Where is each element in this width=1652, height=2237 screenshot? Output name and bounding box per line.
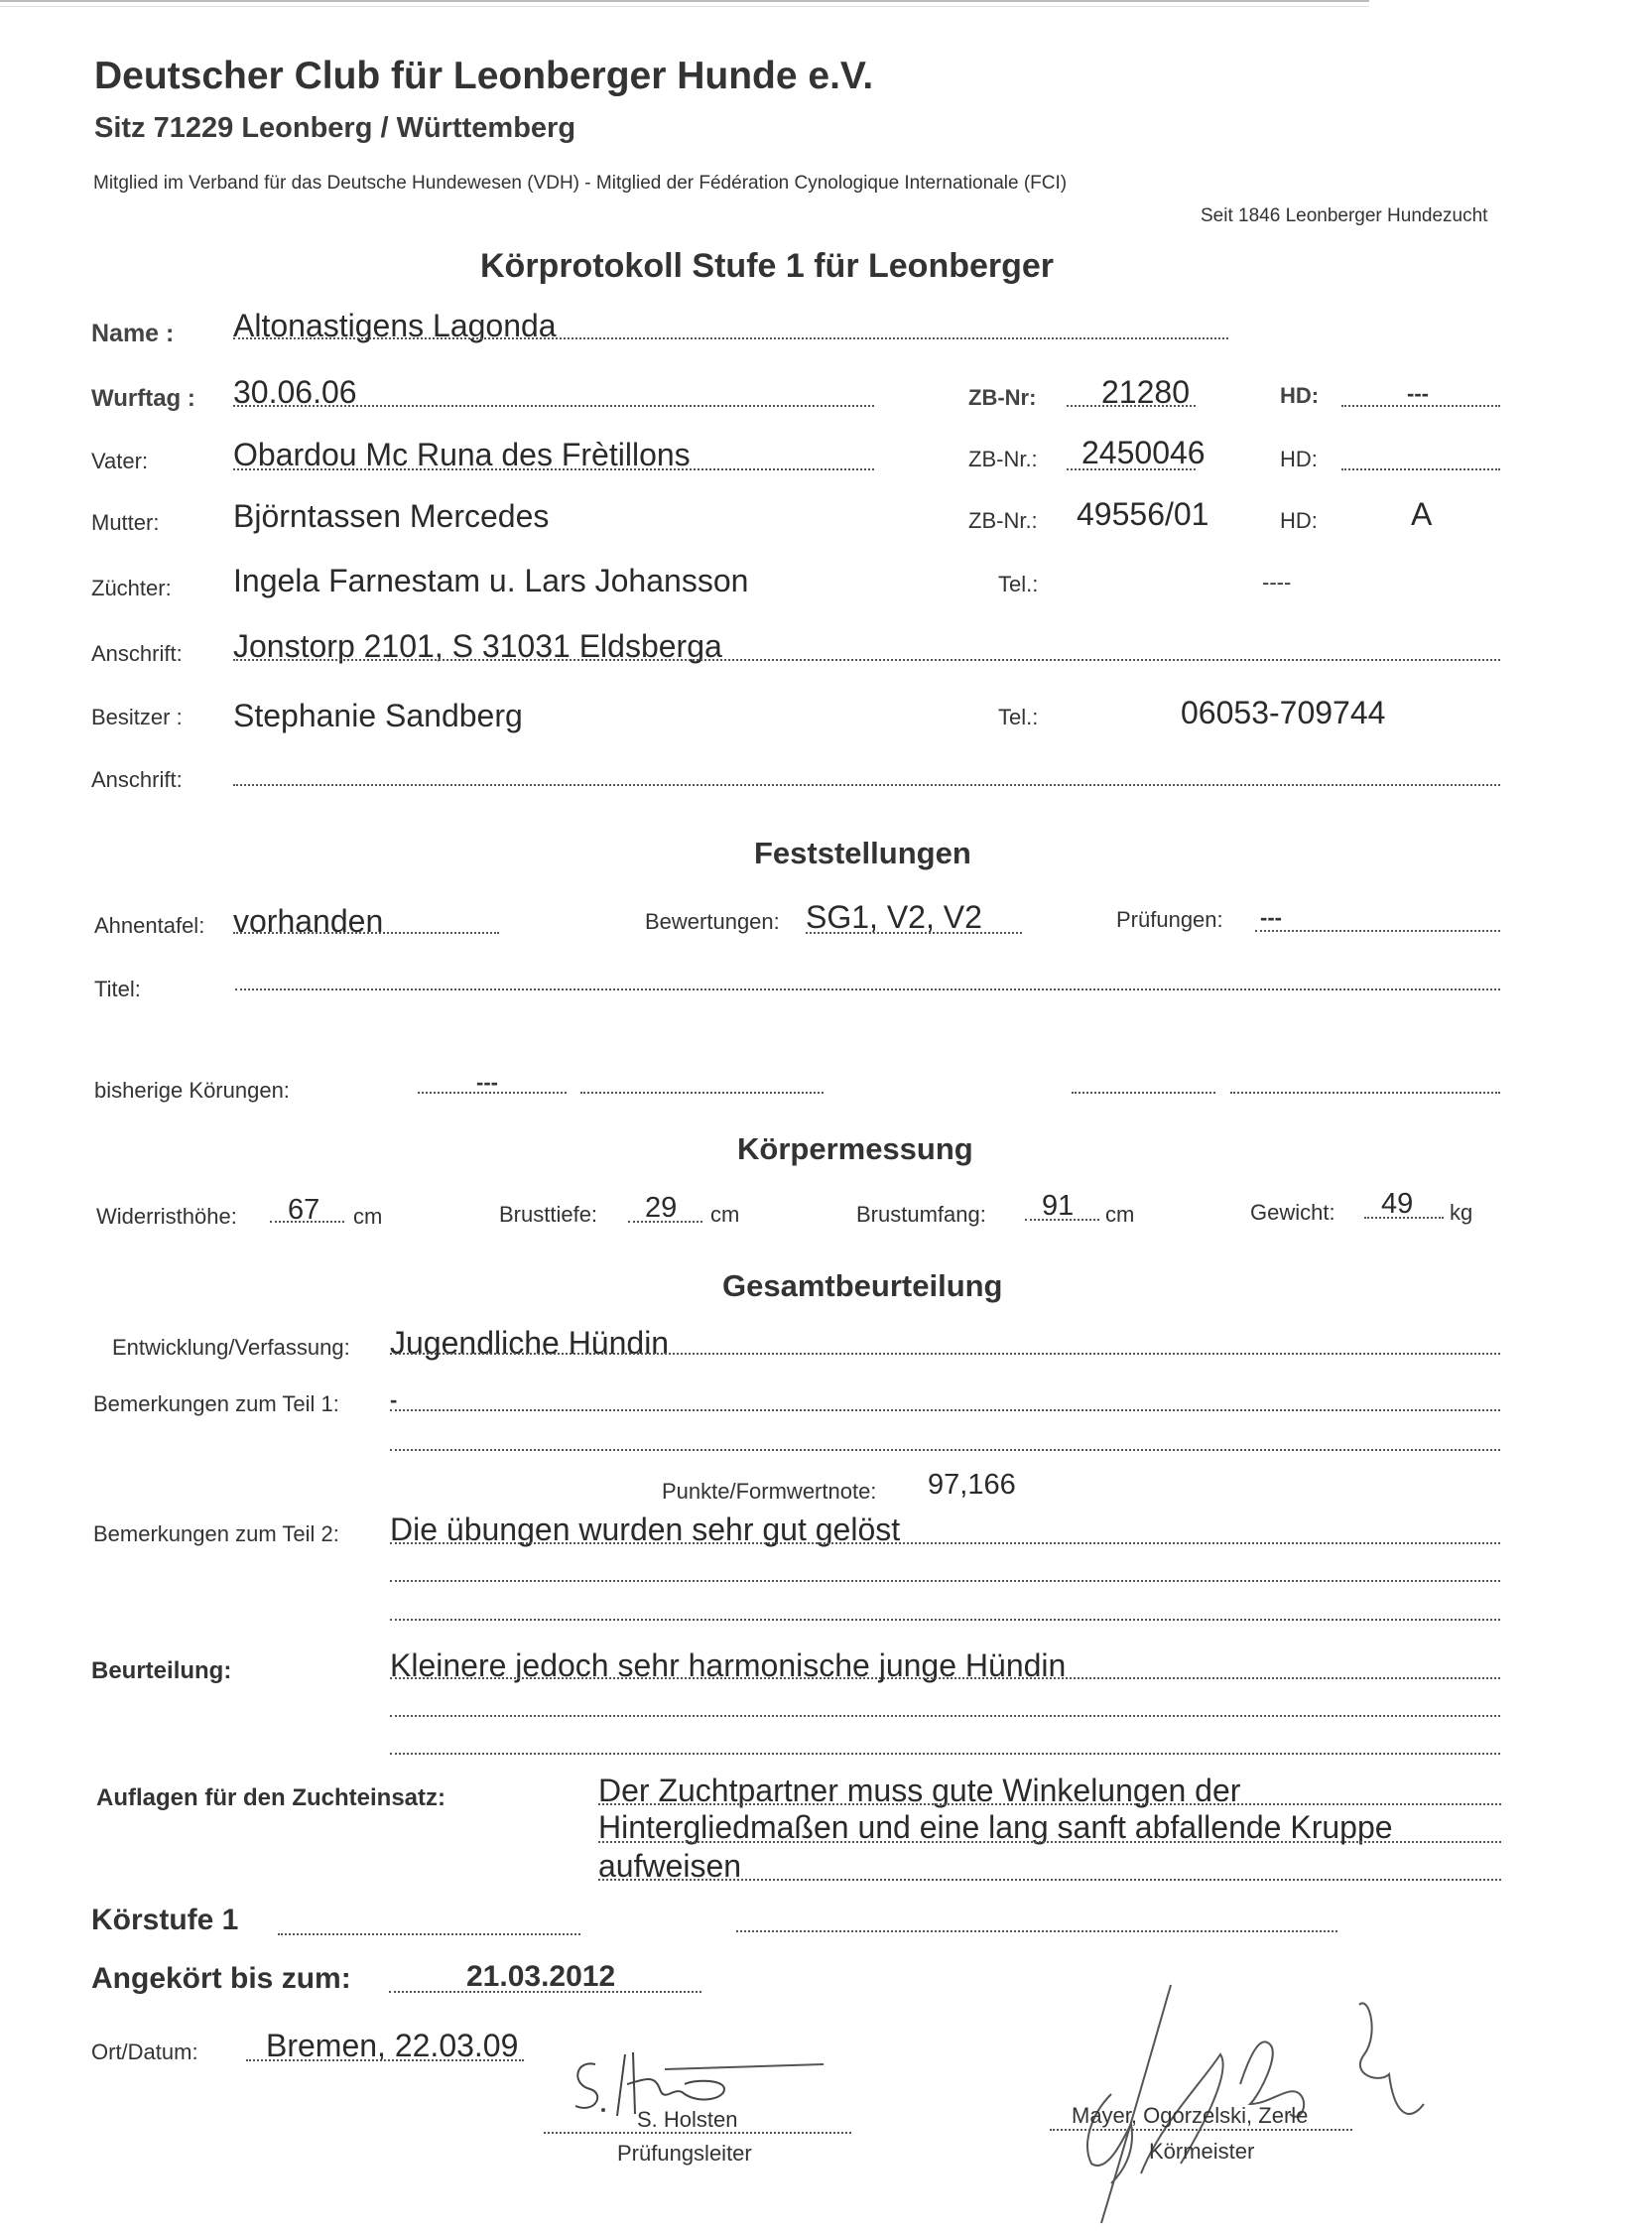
entwicklung-value: Jugendliche Hündin (390, 1325, 670, 1361)
club-seat: Sitz 71229 Leonberg / Württemberg (94, 112, 576, 144)
bem2-dotted-line-1 (390, 1542, 1500, 1544)
beurteilung-dotted-line-1 (390, 1677, 1500, 1679)
mother-zb-label: ZB-Nr.: (968, 508, 1038, 533)
koerungen-value: --- (476, 1070, 498, 1095)
punkte-value: 97,166 (928, 1469, 1016, 1501)
mother-hd-label: HD: (1280, 508, 1318, 533)
koerungen-dotted-line-3 (1072, 1092, 1215, 1094)
zb-label: ZB-Nr: (968, 385, 1037, 410)
mother-label: Mutter: (91, 510, 160, 535)
hd-value: --- (1407, 381, 1429, 406)
bem2-label: Bemerkungen zum Teil 2: (93, 1521, 339, 1546)
pruefungen-label: Prüfungen: (1116, 907, 1223, 932)
gewicht-unit: kg (1450, 1200, 1473, 1225)
bem1-dotted-line-2 (390, 1449, 1500, 1451)
auflagen-line-3: aufweisen (598, 1848, 742, 1884)
breeder-address-label: Anschrift: (91, 641, 183, 666)
beurteilung-value: Kleinere jedoch sehr harmonische junge Hündin (390, 1647, 1067, 1683)
koerstufe-label: Körstufe 1 (91, 1904, 239, 1936)
father-dotted-line (233, 468, 874, 470)
titel-label: Titel: (94, 977, 141, 1001)
ort-dotted-line (246, 2059, 524, 2061)
widerrist-dotted-line (270, 1221, 344, 1223)
wurftag-value: 30.06.06 (233, 374, 357, 410)
bem1-label: Bemerkungen zum Teil 1: (93, 1391, 339, 1416)
bem2-dotted-line-3 (390, 1619, 1500, 1621)
entwicklung-label: Entwicklung/Verfassung: (112, 1335, 350, 1360)
wurftag-dotted-line (233, 405, 874, 407)
auflagen-line-1: Der Zuchtpartner muss gute Winkelungen der (598, 1773, 1241, 1808)
findings-heading: Feststellungen (754, 836, 971, 870)
pruefungsleiter-role: Prüfungsleiter (617, 2141, 752, 2166)
breeder-address-dotted-line (233, 659, 1500, 661)
koerungen-dotted-line-1 (418, 1092, 567, 1094)
father-hd-dotted-line (1341, 468, 1500, 470)
brustumfang-value: 91 (1042, 1190, 1075, 1222)
koerungen-dotted-line-4 (1230, 1092, 1500, 1094)
measurement-heading: Körpermessung (737, 1131, 973, 1166)
owner-address-label: Anschrift: (91, 767, 183, 792)
koerstufe-dotted-line-2 (736, 1930, 1337, 1932)
zb-value: 21280 (1101, 374, 1190, 410)
auflagen-line-2: Hintergliedmaßen und eine lang sanft abfallende Kruppe (598, 1809, 1393, 1845)
wurftag-label: Wurftag : (91, 385, 195, 412)
father-zb-dotted-line (1067, 468, 1196, 470)
gewicht-label: Gewicht: (1250, 1200, 1335, 1225)
gewicht-value: 49 (1381, 1188, 1414, 1220)
mother-hd-value: A (1411, 496, 1433, 532)
mother-name: Björntassen Mercedes (233, 498, 550, 534)
dog-name: Altonastigens Lagonda (233, 308, 557, 343)
pruefungsleiter-dotted-line (544, 2132, 851, 2134)
punkte-label: Punkte/Formwertnote: (662, 1479, 877, 1504)
scan-edge-line (0, 0, 1369, 2)
club-name: Deutscher Club für Leonberger Hunde e.V. (94, 55, 874, 97)
angekoert-value: 21.03.2012 (466, 1960, 616, 1993)
zb-dotted-line (1067, 405, 1196, 407)
brustumfang-unit: cm (1105, 1202, 1135, 1227)
ort-value: Bremen, 22.03.09 (266, 2028, 519, 2063)
brusttiefe-dotted-line (628, 1221, 702, 1223)
pruefungen-value: --- (1260, 905, 1282, 930)
beurteilung-dotted-line-2 (390, 1715, 1500, 1717)
brusttiefe-label: Brusttiefe: (499, 1202, 598, 1227)
bem1-value: - (390, 1387, 398, 1412)
owner-name: Stephanie Sandberg (233, 698, 523, 733)
ort-label: Ort/Datum: (91, 2040, 198, 2064)
angekoert-label: Angekört bis zum: (91, 1962, 351, 1995)
assessment-heading: Gesamtbeurteilung (722, 1268, 1003, 1303)
father-name: Obardou Mc Runa des Frètillons (233, 437, 691, 472)
scan-edge-line (0, 6, 1369, 7)
koermeister-names: Mayer, Ogorzelski, Zerle (1072, 2103, 1309, 2128)
auflagen-label: Auflagen für den Zuchteinsatz: (96, 1784, 446, 1811)
father-zb-label: ZB-Nr.: (968, 447, 1038, 471)
hd-dotted-line (1341, 405, 1500, 407)
widerrist-value: 67 (288, 1194, 320, 1226)
breeder-address: Jonstorp 2101, S 31031 Eldsberga (233, 628, 722, 664)
bem1-dotted-line-1 (390, 1409, 1500, 1411)
mother-zb-value: 49556/01 (1077, 496, 1209, 532)
father-label: Vater: (91, 449, 149, 473)
owner-label: Besitzer : (91, 705, 183, 729)
bewertungen-label: Bewertungen: (645, 909, 780, 934)
breeder-name: Ingela Farnestam u. Lars Johansson (233, 563, 749, 598)
bewertungen-dotted-line (806, 932, 1022, 934)
koerungen-label: bisherige Körungen: (94, 1078, 290, 1103)
bewertungen-value: SG1, V2, V2 (806, 899, 982, 935)
koermeister-dotted-line (1050, 2129, 1352, 2131)
koermeister-role: Körmeister (1149, 2139, 1255, 2164)
beurteilung-label: Beurteilung: (91, 1657, 232, 1684)
owner-address-dotted-line (233, 784, 1500, 786)
pruefungen-dotted-line (1255, 930, 1500, 932)
bem2-dotted-line-2 (390, 1580, 1500, 1582)
brusttiefe-unit: cm (710, 1202, 740, 1227)
breeder-tel-label: Tel.: (998, 572, 1039, 596)
bem2-value: Die übungen wurden sehr gut gelöst (390, 1512, 901, 1547)
membership-line: Mitglied im Verband für das Deutsche Hundewesen (VDH) - Mitglied der Fédération Cynologique Internationale (FCI) (93, 173, 1068, 194)
hd-label: HD: (1280, 383, 1320, 408)
name-label: Name : (91, 320, 175, 347)
brusttiefe-value: 29 (645, 1192, 678, 1224)
breeder-tel-value: ---- (1262, 570, 1292, 594)
gewicht-dotted-line (1364, 1217, 1444, 1219)
koerungen-dotted-line-2 (580, 1092, 824, 1094)
father-zb-value: 2450046 (1081, 435, 1206, 470)
breeder-label: Züchter: (91, 576, 172, 600)
entwicklung-dotted-line (390, 1353, 1500, 1355)
titel-dotted-line (235, 988, 1500, 990)
owner-tel-label: Tel.: (998, 705, 1039, 729)
father-hd-label: HD: (1280, 447, 1318, 471)
auflagen-dotted-line-1 (598, 1803, 1501, 1805)
widerrist-unit: cm (353, 1204, 383, 1229)
widerrist-label: Widerristhöhe: (96, 1204, 237, 1229)
pruefungsleiter-name: S. Holsten (637, 2107, 738, 2132)
ahnentafel-value: vorhanden (233, 903, 384, 939)
document-title: Körprotokoll Stufe 1 für Leonberger (480, 247, 1055, 285)
ahnentafel-label: Ahnentafel: (94, 913, 205, 938)
beurteilung-dotted-line-3 (390, 1753, 1500, 1755)
brustumfang-dotted-line (1025, 1219, 1099, 1221)
koerstufe-dotted-line-1 (278, 1933, 580, 1935)
brustumfang-label: Brustumfang: (856, 1202, 986, 1227)
auflagen-dotted-line-3 (598, 1879, 1501, 1881)
owner-tel-value: 06053-709744 (1181, 695, 1386, 730)
ahnentafel-dotted-line (233, 932, 499, 934)
auflagen-dotted-line-2 (598, 1841, 1501, 1843)
angekoert-dotted-line (389, 1991, 701, 1993)
name-dotted-line (233, 337, 1228, 339)
since-line: Seit 1846 Leonberger Hundezucht (1201, 205, 1488, 226)
